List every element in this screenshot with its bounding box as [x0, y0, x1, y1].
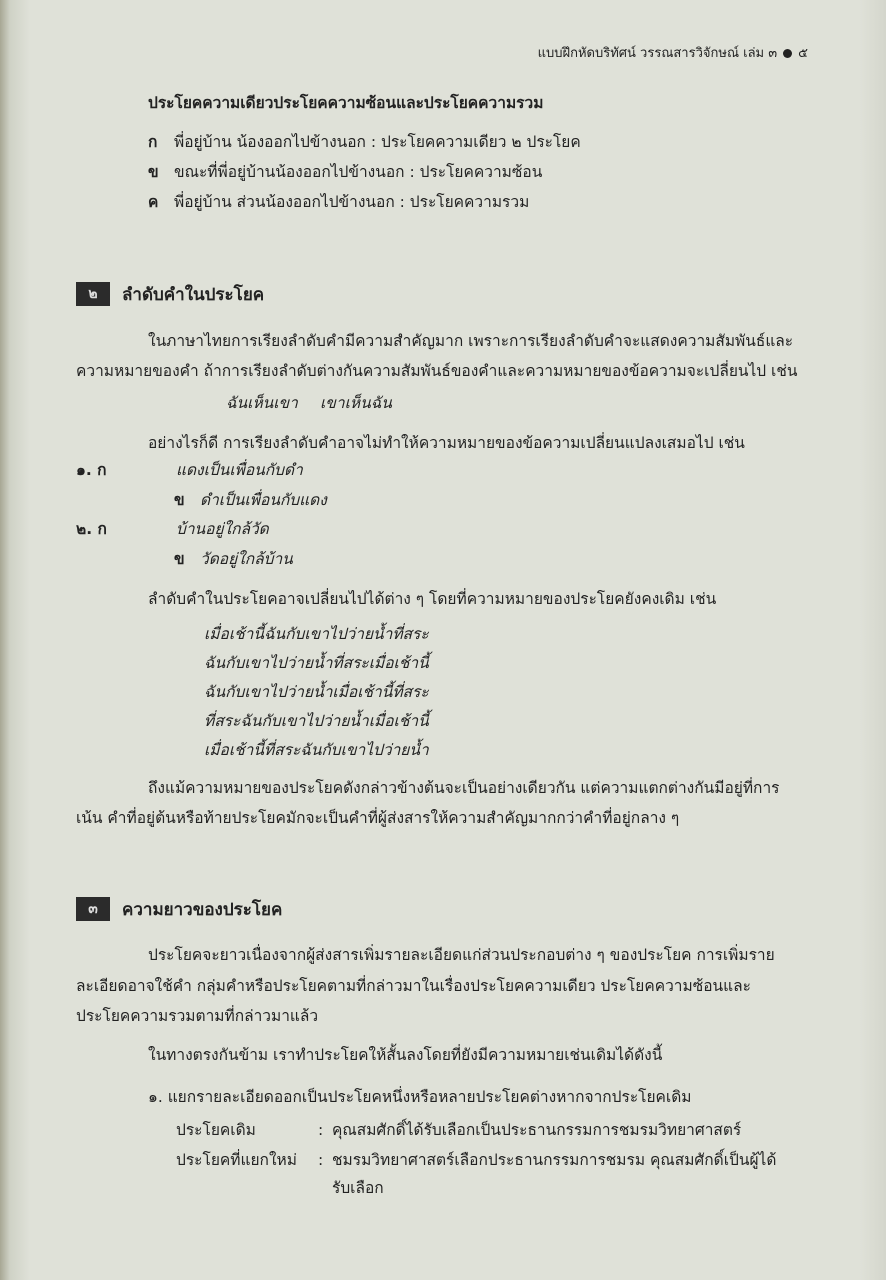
section-number-badge: ๓: [76, 897, 110, 921]
split-sentence-continuation: รับเลือก: [332, 1179, 384, 1197]
bullet-dot-icon: [783, 49, 792, 58]
paragraph-line: ลำดับคำในประโยคอาจเปลี่ยนไปได้ต่าง ๆ โดยที่ความหมายของประโยคยังคงเดิม เช่น: [148, 590, 717, 608]
example-item: ๒. ก บ้านอยู่ใกล้วัด: [76, 520, 269, 538]
intro-item: ค พี่อยู่บ้าน ส่วนน้องออกไปข้างนอก : ประโยคความรวม: [148, 193, 530, 211]
paragraph-line: ประโยคจะยาวเนื่องจากผู้ส่งสารเพิ่มรายละเอียดแก่ส่วนประกอบต่าง ๆ ของประโยค การเพิ่มราย: [148, 946, 775, 964]
paragraph-line: ในทางตรงกันข้าม เราทำประโยคให้สั้นลงโดยที่ยังมีความหมายเช่นเดิมได้ดังนี้: [148, 1046, 663, 1064]
paragraph-line: ความหมายของคำ ถ้าการเรียงลำดับต่างกันความสัมพันธ์ของคำและความหมายของข้อความจะเปลี่ยนไป เช่น: [76, 362, 798, 380]
running-header: [538, 44, 808, 64]
section-title: ลำดับคำในประโยค: [122, 284, 265, 305]
variant-sentence: เมื่อเช้านี้ที่สระฉันกับเขาไปว่ายน้ำ: [204, 741, 429, 759]
paragraph-line: อย่างไรก็ดี การเรียงลำดับคำอาจไม่ทำให้ความหมายของข้อความเปลี่ยนแปลงเสมอไป เช่น: [148, 434, 745, 452]
split-sentence-row: ประโยคที่แยกใหม่ : ชมรมวิทยาศาสตร์เลือกประธานกรรมการชมรม คุณสมศักดิ์เป็นผู้ได้: [176, 1151, 777, 1169]
paragraph-line: ในภาษาไทยการเรียงลำดับคำมีความสำคัญมาก เพราะการเรียงลำดับคำจะแสดงความสัมพันธ์และ: [148, 332, 794, 350]
page-number: ๕: [798, 46, 808, 61]
header-text: แบบฝึกหัดบริทัศน์ วรรณสารวิจักษณ์ เล่ม ๓: [537, 46, 778, 61]
original-sentence-row: ประโยคเดิม : คุณสมศักดิ์ได้รับเลือกเป็นประธานกรรมการชมรมวิทยาศาสตร์: [176, 1121, 742, 1139]
paragraph-line: ละเอียดอาจใช้คำ กลุ่มคำหรือประโยคตามที่กล่าวมาในเรื่องประโยคความเดียว ประโยคความซ้อนและ: [76, 977, 751, 995]
example-text: ฉันเห็นเขา: [226, 394, 298, 412]
intro-item: ข ขณะที่พี่อยู่บ้านน้องออกไปข้างนอก : ประโยคความซ้อน: [148, 163, 543, 181]
section-2-heading: [76, 281, 264, 307]
example-item: ข วัดอยู่ใกล้บ้าน: [174, 550, 293, 568]
section-3-heading: [76, 896, 282, 922]
example-text: เขาเห็นฉัน: [320, 394, 392, 412]
intro-item: ก พี่อยู่บ้าน น้องออกไปข้างนอก : ประโยคความเดียว ๒ ประโยค: [148, 133, 581, 151]
section-number-badge: ๒: [76, 282, 110, 306]
variant-sentence: ที่สระฉันกับเขาไปว่ายน้ำเมื่อเช้านี้: [204, 712, 429, 730]
paragraph-line: ประโยคความรวมตามที่กล่าวมาแล้ว: [76, 1007, 319, 1025]
paragraph-line: ถึงแม้ความหมายของประโยคดังกล่าวข้างต้นจะเป็นอย่างเดียวกัน แต่ความแตกต่างกันมีอยู่ที่การ: [148, 779, 780, 797]
variant-sentence: ฉันกับเขาไปว่ายน้ำที่สระเมื่อเช้านี้: [204, 654, 429, 672]
variant-sentence: เมื่อเช้านี้ฉันกับเขาไปว่ายน้ำที่สระ: [204, 625, 429, 643]
intro-title: ประโยคความเดียวประโยคความซ้อนและประโยคความรวม: [148, 94, 544, 112]
example-item: ๑. ก แดงเป็นเพื่อนกับดำ: [76, 461, 303, 479]
example-item: ข ดำเป็นเพื่อนกับแดง: [174, 491, 327, 509]
numbered-item: ๑. แยกรายละเอียดออกเป็นประโยคหนึ่งหรือหลายประโยคต่างหากจากประโยคเดิม: [148, 1088, 692, 1106]
paragraph-line: เน้น คำที่อยู่ต้นหรือท้ายประโยคมักจะเป็นคำที่ผู้ส่งสารให้ความสำคัญมากกว่าคำที่อยู่กลาง ๆ: [76, 809, 680, 827]
section-title: ความยาวของประโยค: [122, 899, 283, 920]
variant-sentence: ฉันกับเขาไปว่ายน้ำเมื่อเช้านี้ที่สระ: [204, 683, 429, 701]
